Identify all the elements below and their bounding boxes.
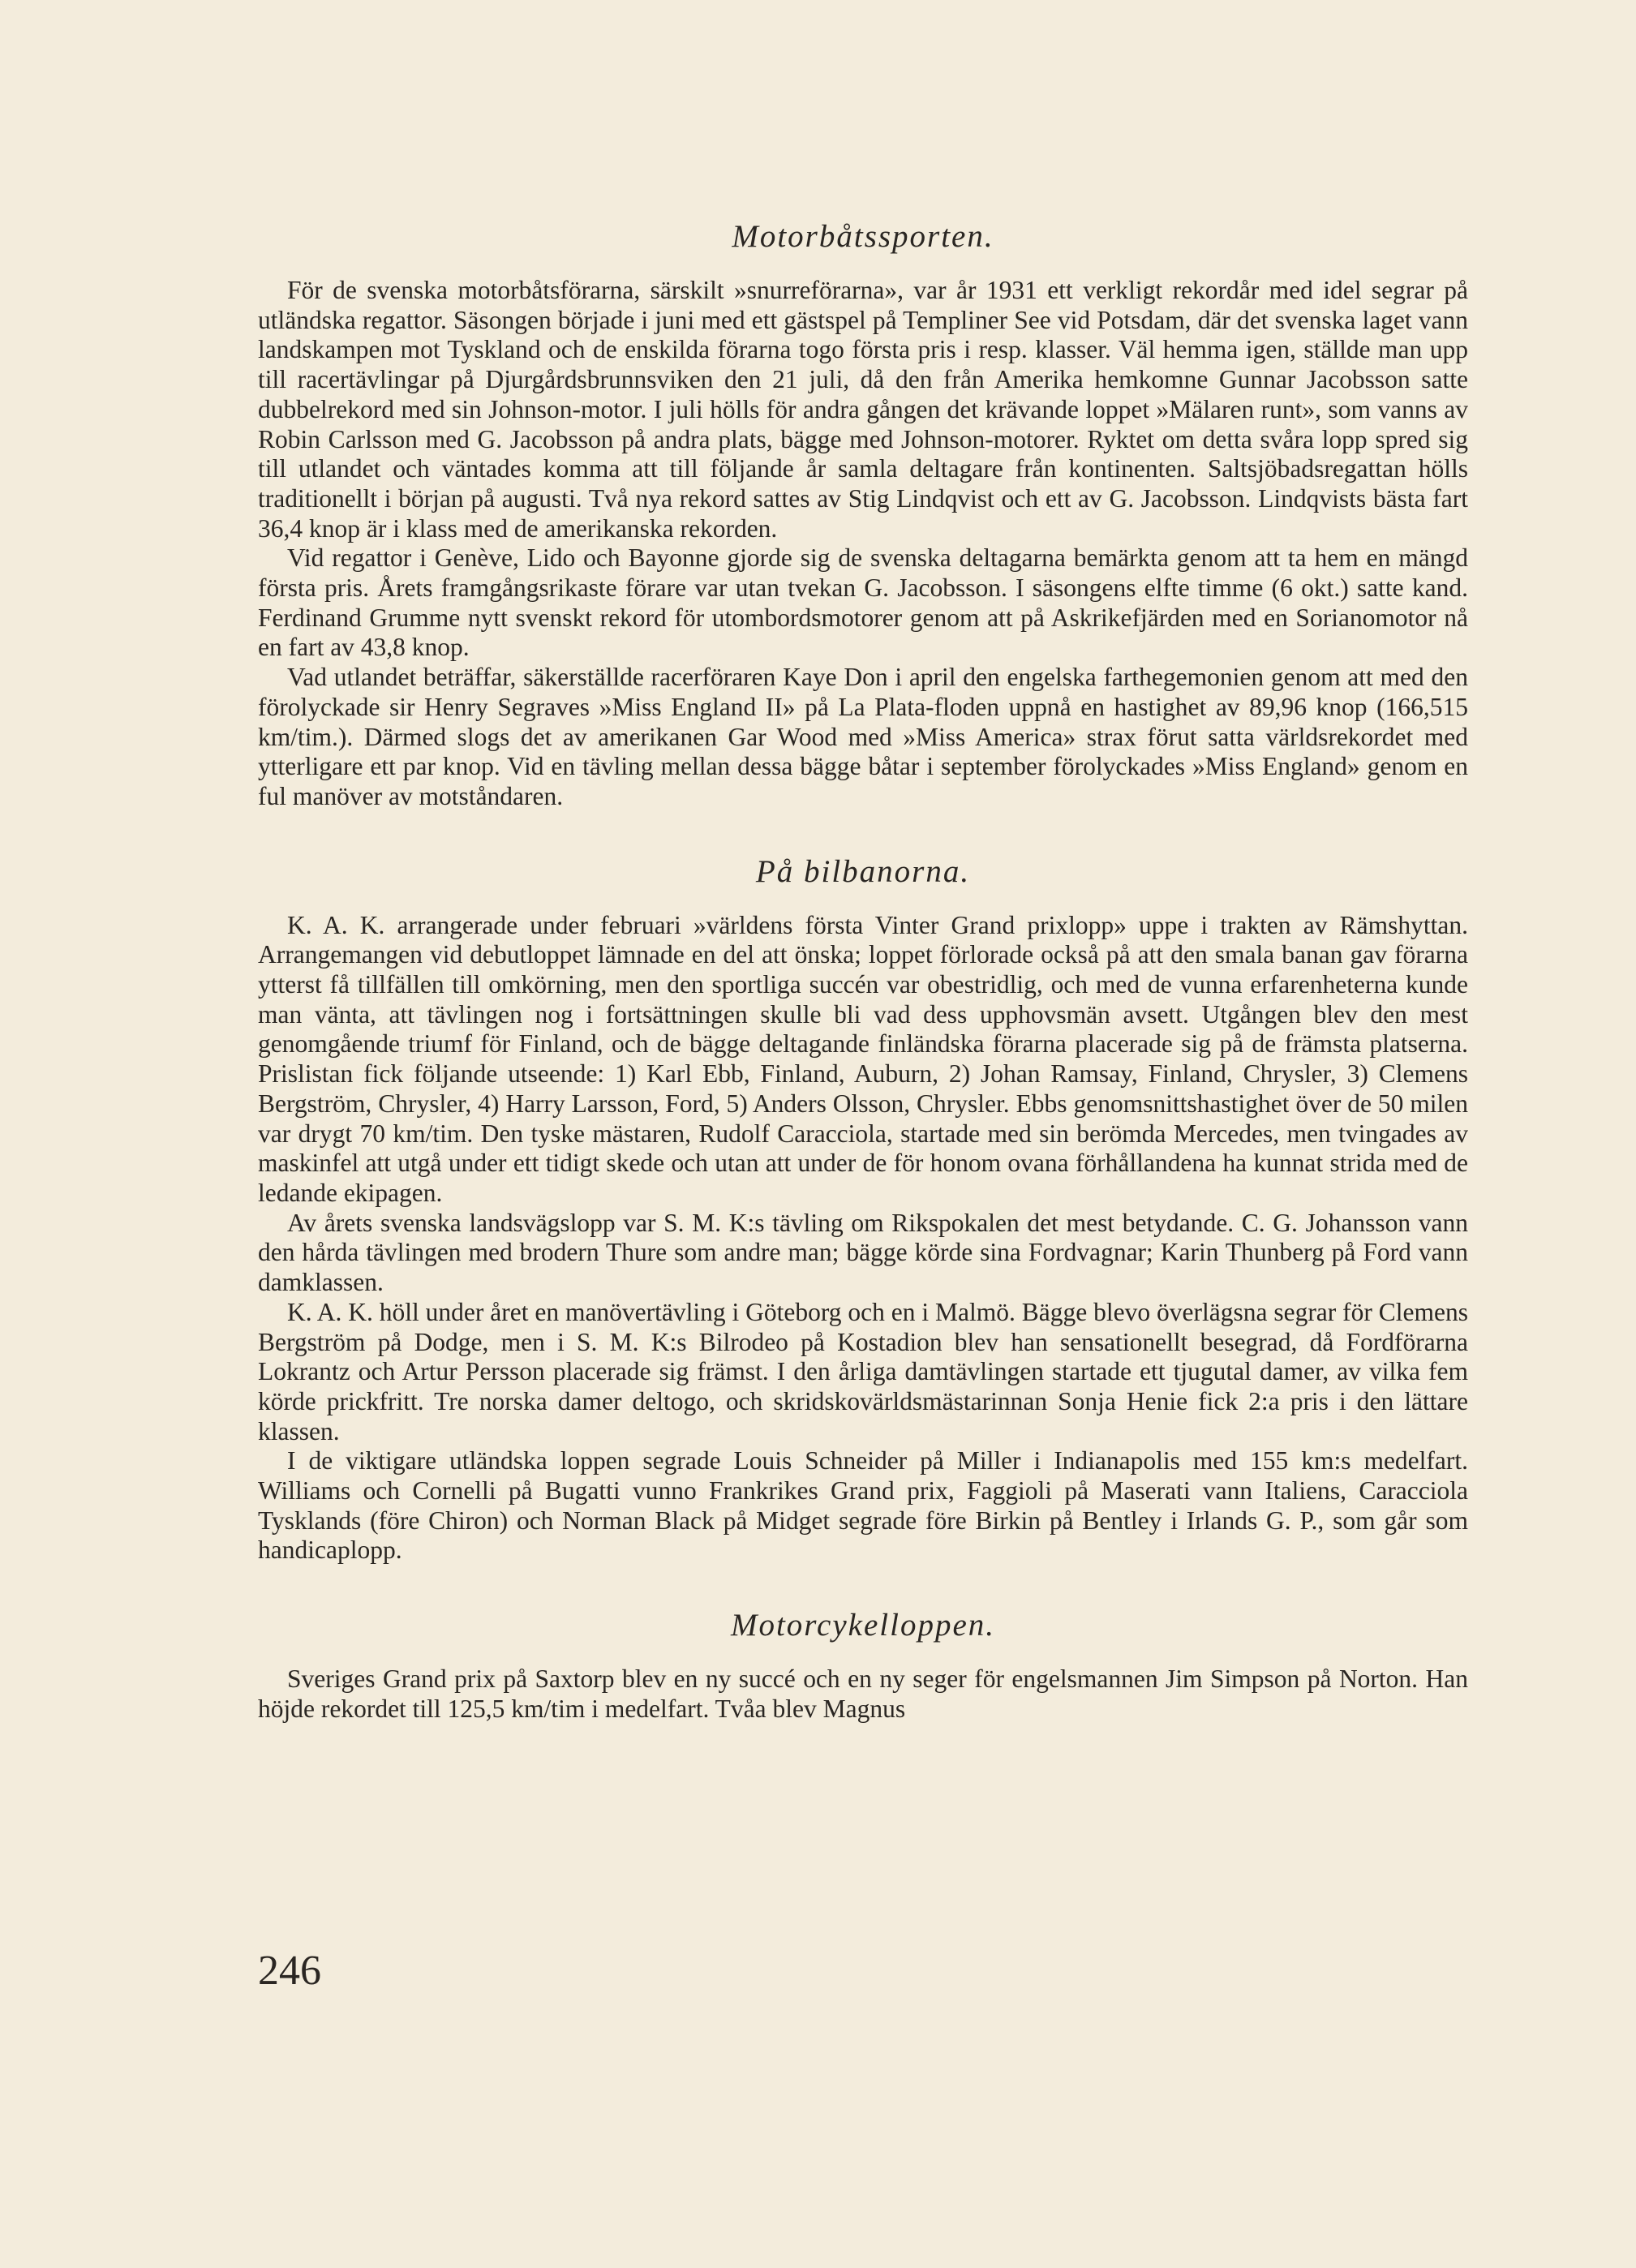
paragraph: I de viktigare utländska loppen segrade Louis Schneider på Miller i Indianapolis med 155 km:s medelfart. Williams och Cornelli på Bugatti vunno Frankrikes Grand prix, Faggioli på Maserati vann Italiens, Caracciola Tysklands (före Chiron) och Norman Black på Midget segrade före Birkin på Bentley i Irlands G. P., som går som handicaplopp.: [258, 1446, 1468, 1565]
paragraph: K. A. K. höll under året en manövertävling i Göteborg och en i Malmö. Bägge blevo överlägsna segrar för Clemens Bergström på Dodge, men i S. M. K:s Bilrodeo på Kostadion blev han sensationellt besegrad, då Fordförarna Lokrantz och Artur Persson placerade sig främst. I den årliga damtävlingen startade ett tjugutal damer, av vilka fem körde prickfritt. Tre norska damer deltogo, och skridskovärldsmästarinnan Sonja Henie fick 2:a pris i den lättare klassen.: [258, 1297, 1468, 1445]
section-heading: Motorcykelloppen.: [730, 1608, 996, 1643]
section-motorcykelloppen: [258, 1606, 1468, 1724]
paragraph: Sveriges Grand prix på Saxtorp blev en ny succé och en ny seger för engelsmannen Jim Simpson på Norton. Han höjde rekordet till 125,5 km/tim i medelfart. Tvåa blev Magnus: [258, 1664, 1468, 1723]
paragraph: För de svenska motorbåtsförarna, särskilt »snurreförarna», var år 1931 ett verkligt rekordår med idel segrar på utländska regattor. Säsongen började i juni med ett gästspel på Templiner See vid Potsdam, där det svenska laget vann landskampen mot Tyskland och de enskilda förarna togo första pris i resp. klasser. Väl hemma igen, ställde man upp till racertävlingar på Djurgårdsbrunnsviken den 21 juli, då den från Amerika hemkomne Gunnar Jacobsson satte dubbelrekord med sin Johnson-motor. I juli hölls för andra gången det krävande loppet »Mälaren runt», som vanns av Robin Carlsson med G. Jacobsson på andra plats, bägge med Johnson-motorer. Ryktet om detta svåra lopp spred sig till utlandet och väntades komma att till följande år samla deltagare från kontinenten. Saltsjöbadsregattan hölls traditionellt i början på augusti. Två nya rekord sattes av Stig Lindqvist och ett av G. Jacobsson. Lindqvists bästa fart 36,4 knop är i klass med de amerikanska rekorden.: [258, 276, 1468, 543]
section-pa-bilbanorna: [258, 853, 1468, 1566]
section-heading: Motorbåtssporten.: [732, 219, 994, 254]
paragraph: Vad utlandet beträffar, säkerställde racerföraren Kaye Don i april den engelska farthegemonien genom att med den förolyckade sir Henry Segraves »Miss England II» på La Plata-floden uppnå en hastighet av 89,96 knop (166,515 km/tim.). Därmed slogs det av amerikanen Gar Wood med »Miss America» strax förut satta världsrekordet med ytterligare ett par knop. Vid en tävling mellan dessa bägge båtar i september förolyckades »Miss England» genom en ful manöver av motståndaren.: [258, 663, 1468, 810]
section-motorbatssporten: [258, 217, 1468, 812]
page-number: 246: [258, 1948, 321, 1994]
paragraph: K. A. K. arrangerade under februari »världens första Vinter Grand prixlopp» uppe i trakten av Rämshyttan. Arrangemangen vid debutloppet lämnade en del att önska; loppet förlorade också på att den smala banan gav förarna ytterst få tillfällen till omkörning, men den sportliga succén var obestridlig, och med de vunna erfarenheterna kunde man vänta, att tävlingen nog i fortsättningen skulle bli vad dess upphovsmän avsett. Utgången blev den mest genomgående triumf för Finland, och de bägge deltagande finländska förarna placerade sig på de främsta platserna. Prislistan fick följande utseende: 1) Karl Ebb, Finland, Auburn, 2) Johan Ramsay, Finland, Chrysler, 3) Clemens Bergström, Chrysler, 4) Harry Larsson, Ford, 5) Anders Olsson, Chrysler. Ebbs genomsnittshastighet över de 50 milen var drygt 70 km/tim. Den tyske mästaren, Rudolf Caracciola, startade med sin berömda Mercedes, men tvingades av maskinfel att utgå under ett tidigt skede och utan att under de för honom ovana förhållandena ha kunnat strida med de ledande ekipagen.: [258, 910, 1468, 1207]
text-column: [258, 217, 1468, 1765]
paragraph: Av årets svenska landsvägslopp var S. M. K:s tävling om Rikspokalen det mest betydande. C. G. Johansson vann den hårda tävlingen med brodern Thure som andre man; bägge körde sina Fordvagnar; Karin Thunberg på Ford vann damklassen.: [258, 1208, 1468, 1297]
section-heading: På bilbanorna.: [755, 853, 971, 889]
paragraph: Vid regattor i Genève, Lido och Bayonne gjorde sig de svenska deltagarna bemärkta genom att ta hem en mängd första pris. Årets framgångsrikaste förare var utan tvekan G. Jacobsson. I säsongens elfte timme (6 okt.) satte kand. Ferdinand Grumme nytt svenskt rekord för utombordsmotorer genom att på Askrikefjärden med en Sorianomotor nå en fart av 43,8 knop.: [258, 543, 1468, 662]
